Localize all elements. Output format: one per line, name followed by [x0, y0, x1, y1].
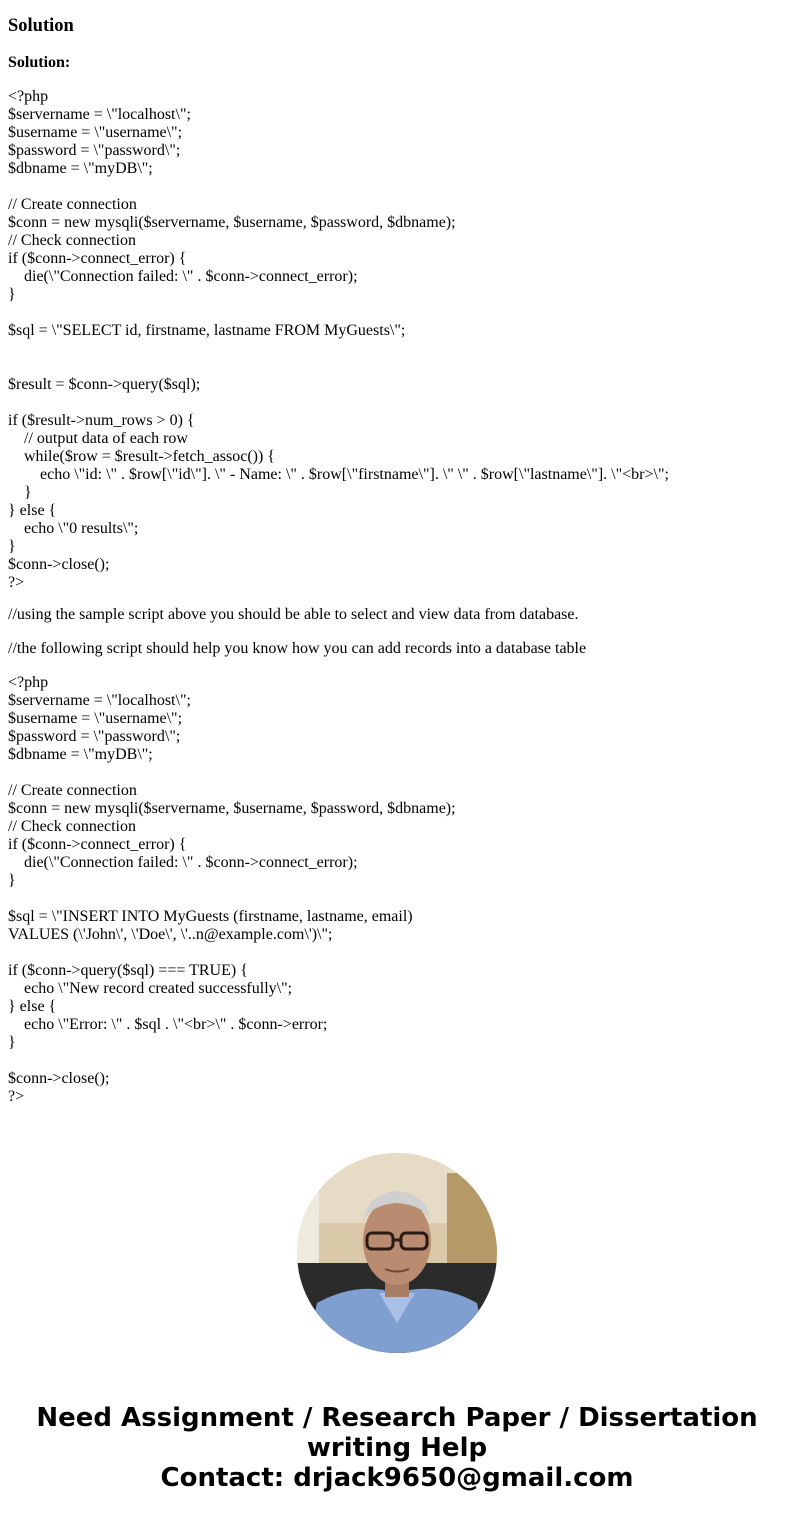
promo-line-2: writing Help: [306, 1433, 488, 1463]
promo-banner: [0, 1403, 794, 1493]
page-title: Solution: [8, 16, 74, 36]
select-note: //using the sample script above you should be able to select and view data from database.: [8, 606, 579, 623]
insert-note: //the following script should help you know how you can add records into a database table: [8, 640, 587, 657]
php-select-script: <?php $servername = \"localhost\"; $username = \"username\"; $password = \"password\"; $dbname = \"myDB\"; // Create connection $conn = new mysqli($servername, $username, $password, $dbname); // Check connection if ($conn->connect_error) { die(\"Connection failed: \" . $conn->connect_error); } $sql = \"SELECT id, firstname, lastname FROM MyGuests\"; $result = $conn->query($sql); if ($result->num_rows > 0) { // output data of each row while($row = $result->fetch_assoc()) { echo \"id: \" . $row[\"id\"]. \" - Name: \" . $row[\"firstname\"]. \" \" . $row[\"lastname\"]. \"<br>\"; } } else { echo \"0 results\"; } $conn->close(); ?>: [8, 88, 669, 591]
solution-heading: Solution:: [8, 54, 71, 71]
php-insert-script: <?php $servername = \"localhost\"; $username = \"username\"; $password = \"password\"; $dbname = \"myDB\"; // Create connection $conn = new mysqli($servername, $username, $password, $dbname); // Check connection if ($conn->connect_error) { die(\"Connection failed: \" . $conn->connect_error); } $sql = \"INSERT INTO MyGuests (firstname, lastname, email) VALUES (\'John\', \'Doe\', \'..n@example.com\')\"; if ($conn->query($sql) === TRUE) { echo \"New record created successfully\"; } else { echo \"Error: \" . $sql . \"<br>\" . $conn->error; } $conn->close(); ?>: [8, 674, 456, 1105]
author-avatar: [297, 1153, 497, 1353]
author-portrait-image: [297, 1153, 497, 1353]
promo-contact: Contact: drjack9650@gmail.com: [160, 1463, 634, 1493]
promo-line-1: Need Assignment / Research Paper / Dissertation: [36, 1403, 758, 1433]
